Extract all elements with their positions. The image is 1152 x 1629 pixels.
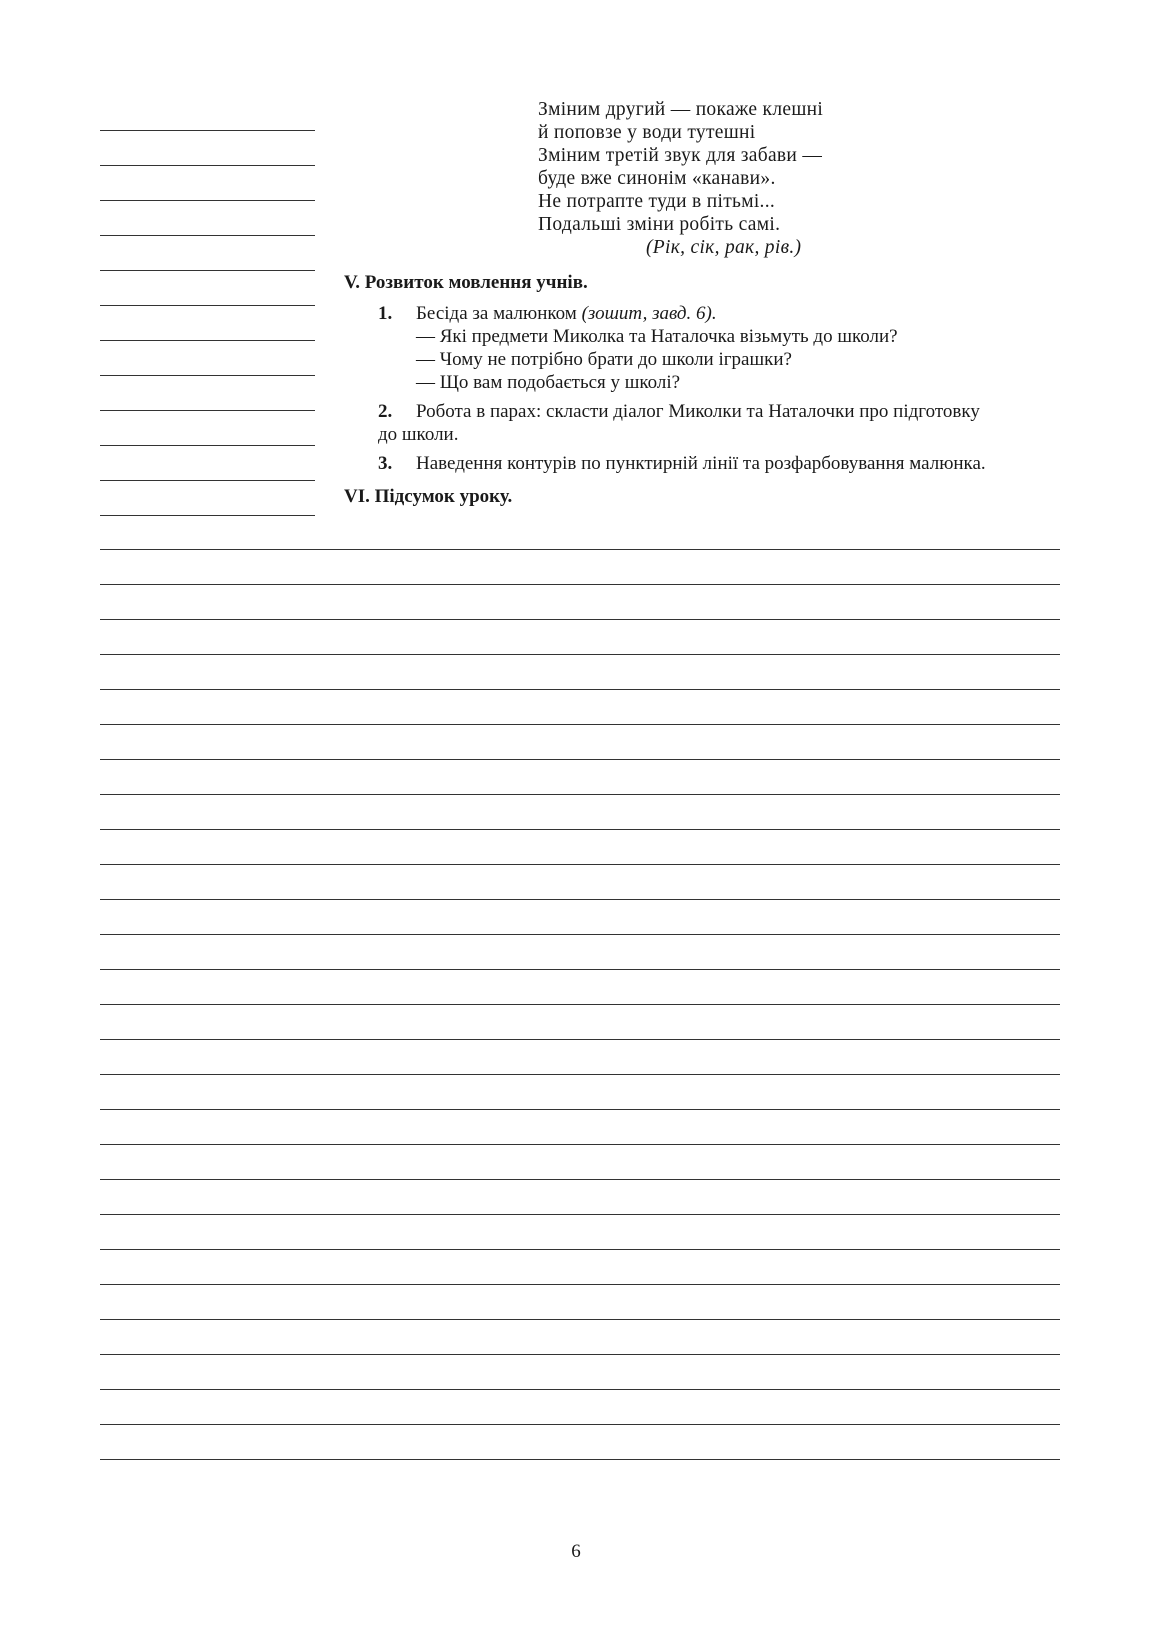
item-2 bbox=[344, 400, 1060, 446]
writing-line[interactable] bbox=[100, 970, 1060, 1005]
margin-line[interactable] bbox=[100, 376, 315, 411]
margin-line[interactable] bbox=[100, 446, 315, 481]
writing-line[interactable] bbox=[100, 1355, 1060, 1390]
writing-line[interactable] bbox=[100, 725, 1060, 760]
writing-line[interactable] bbox=[100, 1180, 1060, 1215]
margin-line[interactable] bbox=[100, 201, 315, 236]
margin-line[interactable] bbox=[100, 131, 315, 166]
item-reference: (зошит, завд. 6). bbox=[581, 303, 717, 324]
writing-line[interactable] bbox=[100, 1250, 1060, 1285]
item-text: Робота в парах: скласти діалог Миколки та Наталочки про підготовку bbox=[416, 401, 980, 422]
writing-line[interactable] bbox=[100, 1040, 1060, 1075]
section-v-heading: V. Розвиток мовлення учнів. bbox=[344, 272, 588, 293]
margin-line[interactable] bbox=[100, 411, 315, 446]
writing-line[interactable] bbox=[100, 1425, 1060, 1460]
writing-line[interactable] bbox=[100, 620, 1060, 655]
poem-answer: (Рік, сік, рак, рів.) bbox=[646, 237, 802, 258]
writing-line[interactable] bbox=[100, 1320, 1060, 1355]
writing-lines bbox=[100, 515, 1060, 1460]
margin-line[interactable] bbox=[100, 236, 315, 271]
riddle-poem bbox=[538, 98, 823, 259]
item-3 bbox=[378, 452, 1060, 475]
poem-line: Зміним третій звук для забави — bbox=[538, 145, 823, 166]
lesson-content bbox=[344, 271, 1060, 516]
poem-line: буде вже синонім «канави». bbox=[538, 168, 776, 189]
item-number: 1. bbox=[378, 303, 393, 324]
writing-line[interactable] bbox=[100, 935, 1060, 970]
item-number: 3. bbox=[378, 453, 393, 474]
page-number: 6 bbox=[571, 1541, 581, 1562]
writing-line[interactable] bbox=[100, 1110, 1060, 1145]
poem-line: Подальші зміни робіть самі. bbox=[538, 214, 781, 235]
poem-line: Не потрапте туди в пітьмі... bbox=[538, 191, 776, 212]
writing-line[interactable] bbox=[100, 900, 1060, 935]
writing-line[interactable] bbox=[100, 1145, 1060, 1180]
section-vi-heading: VI. Підсумок уроку. bbox=[344, 486, 513, 507]
item-1 bbox=[378, 302, 1060, 394]
writing-line[interactable] bbox=[100, 865, 1060, 900]
poem-line: Зміним другий — покаже клешні bbox=[538, 99, 824, 120]
item-text: Наведення контурів по пунктирній лінії та розфарбовування малюнка. bbox=[416, 453, 986, 474]
question: — Які предмети Миколка та Наталочка візьмуть до школи? bbox=[416, 326, 898, 347]
poem-line: й поповзе у води тутешні bbox=[538, 122, 756, 143]
writing-line[interactable] bbox=[100, 690, 1060, 725]
margin-line[interactable] bbox=[100, 166, 315, 201]
item-text-continuation: до школи. bbox=[378, 424, 459, 445]
question: — Що вам подобається у школі? bbox=[416, 372, 681, 393]
writing-line[interactable] bbox=[100, 1005, 1060, 1040]
writing-line[interactable] bbox=[100, 1390, 1060, 1425]
question: — Чому не потрібно брати до школи іграшки? bbox=[416, 349, 792, 370]
writing-line[interactable] bbox=[100, 550, 1060, 585]
writing-line[interactable] bbox=[100, 1215, 1060, 1250]
item-text: Бесіда за малюнком bbox=[416, 303, 577, 324]
writing-line[interactable] bbox=[100, 760, 1060, 795]
writing-line[interactable] bbox=[100, 585, 1060, 620]
margin-line[interactable] bbox=[100, 341, 315, 376]
writing-line[interactable] bbox=[100, 515, 1060, 550]
margin-line[interactable] bbox=[100, 306, 315, 341]
writing-line[interactable] bbox=[100, 1075, 1060, 1110]
margin-line[interactable] bbox=[100, 271, 315, 306]
margin-line[interactable] bbox=[100, 481, 315, 516]
writing-line[interactable] bbox=[100, 795, 1060, 830]
writing-line[interactable] bbox=[100, 655, 1060, 690]
margin-line[interactable] bbox=[100, 96, 315, 131]
item-number: 2. bbox=[378, 401, 393, 422]
margin-writing-lines bbox=[100, 96, 315, 516]
writing-line[interactable] bbox=[100, 1285, 1060, 1320]
writing-line[interactable] bbox=[100, 830, 1060, 865]
